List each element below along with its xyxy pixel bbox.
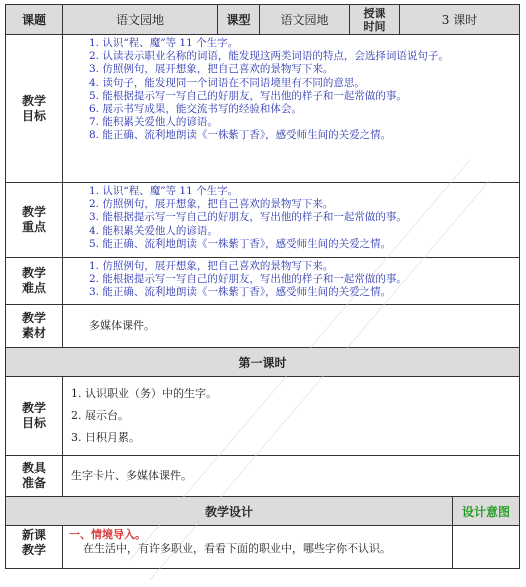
first-lesson-title: 第一课时 — [6, 348, 520, 377]
difficulties-row — [6, 258, 520, 305]
tools-row — [6, 456, 520, 497]
step-text: 在生活中，有许多职业，看看下面的职业中，哪些字你不认识。 — [83, 542, 391, 555]
first-lesson-row — [6, 348, 520, 377]
goals-label-text: 教学目标 — [21, 93, 46, 123]
key-points-content — [63, 183, 520, 258]
lesson-goals-content — [63, 377, 520, 456]
key-point-item: 3. 能根据提示写一写自己的好朋友，写出他的样子和一起常做的事。 — [89, 211, 407, 224]
key-points-label — [6, 183, 63, 258]
header-row — [6, 5, 520, 35]
hours-label-text: 授课时间 — [363, 6, 386, 33]
intent-cell — [453, 526, 520, 569]
goal-item: 5. 能根据提示写一写自己的好朋友，写出他的样子和一起常做的事。 — [89, 89, 407, 102]
hours-value: 3 课时 — [400, 5, 520, 35]
goals-label — [6, 35, 63, 183]
lesson-goal-item: 1. 认识职业（务）中的生字。 — [71, 387, 217, 400]
difficulty-item: 2. 能根据提示写一写自己的好朋友，写出他的样子和一起常做的事。 — [89, 273, 407, 286]
materials-label — [6, 305, 63, 348]
difficulties-label-text: 教学难点 — [21, 266, 46, 295]
key-point-item: 1. 认识“程、魔”等 11 个生字。 — [89, 185, 239, 197]
difficulty-item: 1. 仿照例句，展开想象，把自己喜欢的景物写下来。 — [89, 260, 334, 272]
lesson-plan-table — [5, 4, 520, 569]
tools-label-text: 教具准备 — [21, 461, 46, 490]
hours-label — [350, 5, 400, 35]
difficulties-label — [6, 258, 63, 305]
lesson-goals-label — [6, 377, 63, 456]
goals-row — [6, 35, 520, 183]
key-point-item: 2. 仿照例句，展开想象，把自己喜欢的景物写下来。 — [89, 198, 334, 211]
key-points-label-text: 教学重点 — [21, 205, 46, 234]
lesson-goal-item: 3. 日积月累。 — [71, 431, 140, 444]
design-intent: 设计意图 — [453, 497, 520, 526]
key-point-item: 4. 能积累关爱他人的谚语。 — [89, 224, 218, 237]
tools-value: 生字卡片、多媒体课件。 — [63, 456, 520, 497]
lesson-goals-label-text: 教学目标 — [21, 401, 46, 430]
goal-item: 6. 展示书写成果，能交流书写的经验和体会。 — [89, 103, 302, 116]
lesson-goal-item: 2. 展示台。 — [71, 409, 129, 422]
goal-item: 3. 仿照例句，展开想象，把自己喜欢的景物写下来。 — [89, 63, 334, 76]
goal-item: 1. 认识“程、魔”等 11 个生字。 — [89, 37, 239, 49]
new-lesson-label — [6, 526, 63, 569]
goal-item: 8. 能正确、流利地朗读《一株紫丁香》，感受师生间的关爱之情。 — [89, 129, 392, 142]
goal-item: 2. 认读表示职业名称的词语，能发现这两类词语的特点，会选择词语说句子。 — [89, 50, 449, 63]
key-point-item: 5. 能正确、流利地朗读《一株紫丁香》，感受师生间的关爱之情。 — [89, 237, 392, 250]
step-title: 一、情境导入。 — [69, 528, 146, 541]
design-title: 教学设计 — [6, 497, 453, 526]
difficulties-content — [63, 258, 520, 305]
topic-value: 语文园地 — [63, 5, 218, 35]
new-lesson-content — [63, 526, 453, 569]
topic-label: 课题 — [6, 5, 63, 35]
type-value: 语文园地 — [260, 5, 350, 35]
difficulty-item: 3. 能正确、流利地朗读《一株紫丁香》，感受师生间的关爱之情。 — [89, 286, 392, 299]
new-lesson-row — [6, 526, 520, 569]
goals-content — [63, 35, 520, 183]
new-lesson-label-text: 新课教学 — [21, 528, 46, 557]
key-points-row — [6, 183, 520, 258]
goal-item: 7. 能积累关爱他人的谚语。 — [89, 116, 218, 129]
lesson-goals-row — [6, 377, 520, 456]
materials-label-text: 教学素材 — [21, 311, 46, 340]
goal-item: 4. 读句子，能发现同一个词语在不同语境里有不同的意思。 — [89, 76, 365, 89]
type-label: 课型 — [218, 5, 260, 35]
design-row — [6, 497, 520, 526]
materials-value: 多媒体课件。 — [63, 305, 520, 348]
materials-row — [6, 305, 520, 348]
tools-label — [6, 456, 63, 497]
